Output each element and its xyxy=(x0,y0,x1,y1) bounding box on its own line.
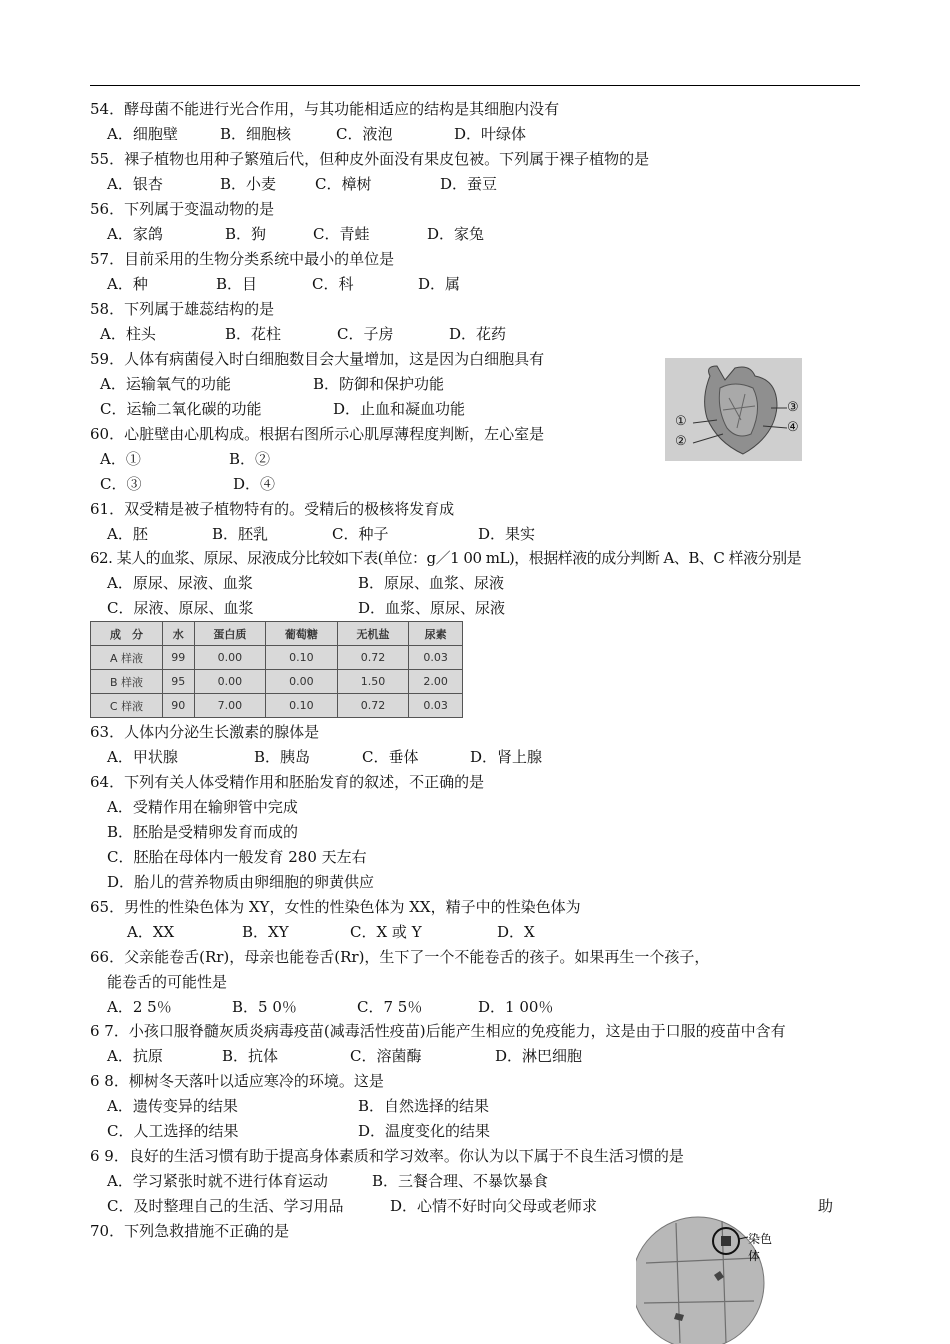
q59-option-c[interactable]: C．运输二氧化碳的功能 xyxy=(100,400,262,418)
heart-label-1: ① xyxy=(675,414,687,429)
question-66: 66．父亲能卷舌(Rr)，母亲也能卷舌(Rr)，生下了一个不能卷舌的孩子。如果再生一个孩子， xyxy=(90,948,710,966)
q57-option-c[interactable]: C．科 xyxy=(312,275,354,293)
question-68: 6 8．柳树冬天落叶以适应寒冷的环境。这是 xyxy=(90,1072,384,1090)
table-cell: 0.03 xyxy=(409,646,463,670)
table-header: 蛋白质 xyxy=(194,622,266,646)
q62-option-d[interactable]: D．血浆、原尿、尿液 xyxy=(358,599,506,617)
table-cell: 0.10 xyxy=(266,646,338,670)
q69-option-a[interactable]: A．学习紧张时就不进行体育运动 xyxy=(107,1172,328,1190)
q54-option-b[interactable]: B．细胞核 xyxy=(220,125,292,143)
question-66-continuation: 能卷舌的可能性是 xyxy=(107,973,228,991)
q59-option-b[interactable]: B．防御和保护功能 xyxy=(313,375,445,393)
table-cell: 1.50 xyxy=(337,670,409,694)
table-cell: 0.03 xyxy=(409,694,463,718)
q56-option-c[interactable]: C．青蛙 xyxy=(313,225,370,243)
question-61: 61．双受精是被子植物特有的。受精后的极核将发育成 xyxy=(90,500,455,518)
q65-option-a[interactable]: A．XX xyxy=(127,923,175,941)
q59-option-a[interactable]: A．运输氧气的功能 xyxy=(100,375,231,393)
question-60: 60．心脏壁由心肌构成。根据右图所示心肌厚薄程度判断，左心室是 xyxy=(90,425,545,443)
q63-option-b[interactable]: B．胰岛 xyxy=(254,748,311,766)
table-cell: 2.00 xyxy=(409,670,463,694)
question-57: 57．目前采用的生物分类系统中最小的单位是 xyxy=(90,250,395,268)
q66-option-c[interactable]: C．7 5％ xyxy=(357,998,423,1016)
q58-option-d[interactable]: D．花药 xyxy=(449,325,507,343)
chromosome-micrograph xyxy=(636,1203,776,1344)
q65-option-d[interactable]: D．X xyxy=(497,923,535,941)
urine-composition-table xyxy=(90,621,463,718)
question-70: 70．下列急救措施不正确的是 xyxy=(90,1222,290,1240)
q56-option-d[interactable]: D．家兔 xyxy=(427,225,485,243)
q68-option-a[interactable]: A．遗传变异的结果 xyxy=(107,1097,238,1115)
question-67: 6 7．小孩口服脊髓灰质炎病毒疫苗(减毒活性疫苗)后能产生相应的免疫能力，这是由于口服的疫苗中含有 xyxy=(90,1022,786,1040)
table-cell: 0.10 xyxy=(266,694,338,718)
question-58: 58．下列属于雄蕊结构的是 xyxy=(90,300,275,318)
table-cell: B 样液 xyxy=(91,670,163,694)
q61-option-b[interactable]: B．胚乳 xyxy=(212,525,269,543)
q57-option-d[interactable]: D．属 xyxy=(418,275,461,293)
table-cell: 0.00 xyxy=(266,670,338,694)
q68-option-c[interactable]: C．人工选择的结果 xyxy=(107,1122,239,1140)
table-cell: C 样液 xyxy=(91,694,163,718)
q60-option-d[interactable]: D．④ xyxy=(233,475,276,493)
q58-option-a[interactable]: A．柱头 xyxy=(100,325,156,343)
q56-option-a[interactable]: A．家鸽 xyxy=(107,225,163,243)
table-cell: 99 xyxy=(162,646,194,670)
chromosome-label: 染色体 xyxy=(748,1232,773,1263)
q62-option-a[interactable]: A．原尿、尿液、血浆 xyxy=(107,574,253,592)
q55-option-c[interactable]: C．樟树 xyxy=(315,175,372,193)
heart-label-2: ② xyxy=(675,434,687,449)
q64-option-b[interactable]: B．胚胎是受精卵发育而成的 xyxy=(107,823,299,841)
q60-option-c[interactable]: C．③ xyxy=(100,475,142,493)
q60-option-b[interactable]: B．② xyxy=(229,450,271,468)
q65-option-c[interactable]: C．X 或 Y xyxy=(350,923,422,941)
table-cell: 0.72 xyxy=(337,694,409,718)
q58-option-c[interactable]: C．子房 xyxy=(337,325,394,343)
table-header: 尿素 xyxy=(409,622,463,646)
heart-diagram xyxy=(665,358,802,461)
q66-option-d[interactable]: D．1 00％ xyxy=(478,998,554,1016)
table-row xyxy=(91,646,463,670)
table-header: 水 xyxy=(162,622,194,646)
q63-option-a[interactable]: A．甲状腺 xyxy=(107,748,178,766)
q54-option-d[interactable]: D．叶绿体 xyxy=(454,125,527,143)
table-row xyxy=(91,694,463,718)
question-69: 6 9．良好的生活习惯有助于提高身体素质和学习效率。你认为以下属于不良生活习惯的是 xyxy=(90,1147,684,1165)
q68-option-d[interactable]: D．温度变化的结果 xyxy=(358,1122,491,1140)
table-cell: 95 xyxy=(162,670,194,694)
q55-option-b[interactable]: B．小麦 xyxy=(220,175,277,193)
table-header-row xyxy=(91,622,463,646)
q68-option-b[interactable]: B．自然选择的结果 xyxy=(358,1097,490,1115)
q67-option-a[interactable]: A．抗原 xyxy=(107,1047,163,1065)
q67-option-c[interactable]: C．溶菌酶 xyxy=(350,1047,422,1065)
table-header: 成 分 xyxy=(91,622,163,646)
q56-option-b[interactable]: B．狗 xyxy=(225,225,267,243)
table-header: 葡萄糖 xyxy=(266,622,338,646)
header-rule xyxy=(90,85,860,86)
q54-option-a[interactable]: A．细胞壁 xyxy=(107,125,178,143)
q60-option-a[interactable]: A．① xyxy=(100,450,141,468)
heart-label-4: ④ xyxy=(787,420,799,435)
q58-option-b[interactable]: B．花柱 xyxy=(225,325,282,343)
q63-option-c[interactable]: C．垂体 xyxy=(362,748,419,766)
question-63: 63．人体内分泌生长激素的腺体是 xyxy=(90,723,320,741)
table-row xyxy=(91,670,463,694)
q55-option-a[interactable]: A．银杏 xyxy=(107,175,163,193)
q67-option-b[interactable]: B．抗体 xyxy=(222,1047,279,1065)
table-cell: 0.00 xyxy=(194,646,266,670)
table-cell: A 样液 xyxy=(91,646,163,670)
q55-option-d[interactable]: D．蚕豆 xyxy=(440,175,498,193)
table-header: 无机盐 xyxy=(337,622,409,646)
q57-option-a[interactable]: A．种 xyxy=(107,275,148,293)
q69-option-b[interactable]: B．三餐合理、不暴饮暴食 xyxy=(372,1172,549,1190)
q54-option-c[interactable]: C．液泡 xyxy=(336,125,393,143)
question-64: 64．下列有关人体受精作用和胚胎发育的叙述，不正确的是 xyxy=(90,773,485,791)
q69-option-d[interactable]: D．心情不好时向父母或老师求 xyxy=(390,1197,598,1215)
question-56: 56．下列属于变温动物的是 xyxy=(90,200,275,218)
heart-label-3: ③ xyxy=(787,400,799,415)
question-54: 54．酵母菌不能进行光合作用，与其功能相适应的结构是其细胞内没有 xyxy=(90,100,560,118)
q66-option-a[interactable]: A．2 5％ xyxy=(107,998,172,1016)
q61-option-d[interactable]: D．果实 xyxy=(478,525,536,543)
table-cell: 90 xyxy=(162,694,194,718)
q57-option-b[interactable]: B．目 xyxy=(216,275,258,293)
q64-option-d[interactable]: D．胎儿的营养物质由卵细胞的卵黄供应 xyxy=(107,873,375,891)
q61-option-a[interactable]: A．胚 xyxy=(107,525,148,543)
table-cell: 0.72 xyxy=(337,646,409,670)
q65-option-b[interactable]: B．XY xyxy=(242,923,289,941)
q59-option-d[interactable]: D．止血和凝血功能 xyxy=(333,400,466,418)
q69-option-c[interactable]: C．及时整理自己的生活、学习用品 xyxy=(107,1197,344,1215)
q62-option-c[interactable]: C．尿液、原尿、血浆 xyxy=(107,599,254,617)
question-62: 62. 某人的血浆、原尿、尿液成分比较如下表(单位：g／1 00 mL)，根据样液的成分判断 A、B、C 样液分别是 xyxy=(90,549,802,567)
q61-option-c[interactable]: C．种子 xyxy=(332,525,389,543)
table-cell: 7.00 xyxy=(194,694,266,718)
q63-option-d[interactable]: D．肾上腺 xyxy=(470,748,543,766)
q62-option-b[interactable]: B．原尿、血浆、尿液 xyxy=(358,574,505,592)
q67-option-d[interactable]: D．淋巴细胞 xyxy=(495,1047,583,1065)
q69-option-d-continuation: 助 xyxy=(818,1197,834,1215)
question-65: 65．男性的性染色体为 XY，女性的性染色体为 XX，精子中的性染色体为 xyxy=(90,898,581,916)
q66-option-b[interactable]: B．5 0％ xyxy=(232,998,297,1016)
table-cell: 0.00 xyxy=(194,670,266,694)
cell-illustration xyxy=(636,1203,776,1344)
q64-option-c[interactable]: C．胚胎在母体内一般发育 280 天左右 xyxy=(107,848,367,866)
question-55: 55．裸子植物也用种子繁殖后代，但种皮外面没有果皮包被。下列属于裸子植物的是 xyxy=(90,150,650,168)
q64-option-a[interactable]: A．受精作用在输卵管中完成 xyxy=(107,798,298,816)
question-59: 59．人体有病菌侵入时白细胞数目会大量增加，这是因为白细胞具有 xyxy=(90,350,545,368)
